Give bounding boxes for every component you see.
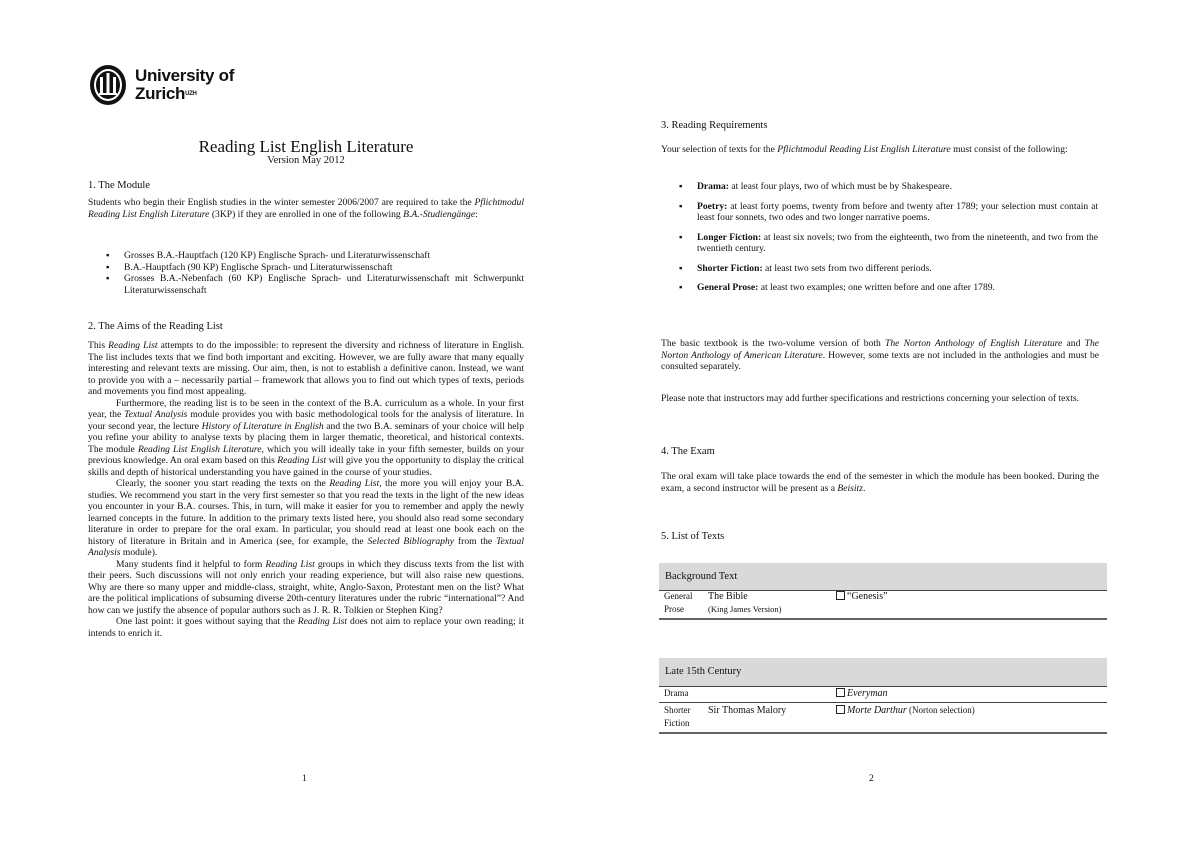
checkbox[interactable] [836,688,845,697]
reading-requirements-list [679,181,1098,294]
university-logo [88,63,234,107]
exam-paragraph: The oral exam will take place towards the end of the semester in which the module has been booked. During the exam, a second instructor will be present as a Beisitz. [661,471,1099,494]
section-5-heading: 5. List of Texts [661,531,725,542]
checkbox[interactable] [836,591,845,600]
table-row: Shorter Fiction Sir Thomas Malory Morte Darthur (Norton selection) [664,705,975,728]
table-row: General Prose The Bible (King James Version) “Genesis” [664,591,888,614]
list-item: ▪ Grosses B.A.-Nebenfach (60 KP) Englische Sprach- und Literaturwissenschaft mit Schwerpunkt Literaturwissenschaft [106,273,524,296]
paragraph: Furthermore, the reading list is to be seen in the context of the B.A. curriculum as a whole. In your first year, the Textual Analysis module provides you with basic methodological tools for the analysis of literature. In your second year, the lecture History of Literature in English and the two B.A. seminars of your choice will help you refine your ability to analyse texts by placing them in larger thematic, theoretical, and historical contexts. The module Reading List English Literature, which you will ideally take in your fifth semester, builds on your previous knowledge. An oral exam based on this Reading List will give you the opportunity to display the critical skills and depth of historical understanding you have gained in the course of your studies. [88,397,525,478]
paragraph: One last point: it goes without saying that the Reading List does not aim to replace your own reading; it intends to enrich it. [88,616,524,639]
logo-line-2: Zurich [135,84,186,103]
studiengaenge-list [106,250,524,296]
logo-wordmark [135,67,234,103]
logo-suffix: UZH [185,91,197,97]
document-title: Reading List English Literature [198,137,414,156]
section-2-heading: 2. The Aims of the Reading List [88,321,223,332]
instructor-note: Please note that instructors may add further specifications and restrictions concerning your selection of texts. [661,393,1080,404]
logo-line-1: University of [135,66,235,85]
list-item: ▪ Longer Fiction: at least six novels; two from the eighteenth, two from the nineteenth, and two from the twentieth century. [679,231,1098,254]
table-divider [659,618,1107,620]
list-item: ▪ Drama: at least four plays, two of which must be by Shakespeare. [679,181,952,192]
paragraph: Clearly, the sooner you start reading the texts on the Reading List, the more you will enjoy your B.A. studies. We recommend you start in the very first semester so that you read the texts in the light of the new ideas you encounter in your B.A. courses. This, in turn, will make it easier for you to remember and apply the newly learned concepts in the future. In addition to the primary texts listed here, you should also read some secondary literature in order to prepare for the oral exam. In particular, you should read at least one book each on the history of literature in Britain and in America (see, for example, the Selected Bibliography from the Textual Analysis module). [88,478,524,558]
list-item: ▪ B.A.-Hauptfach (90 KP) Englische Sprach- und Literaturwissenschaft [106,261,393,273]
section-4-heading: 4. The Exam [661,446,715,457]
page-number: 2 [869,773,874,784]
section-2-body [88,340,524,639]
document-version: Version May 2012 [267,155,345,166]
period-header-background: Background Text [659,563,1107,590]
section-1-paragraph: Students who begin their English studies in the winter semester 2006/2007 are required to take the Pflichtmodul Reading List English Literature (3KP) if they are enrolled in one of the following B.A.-Studiengänge: [88,197,524,220]
section-1-heading: 1. The Module [88,180,150,191]
table-row: Drama Everyman [664,688,888,699]
table-divider [659,732,1107,734]
paragraph: Many students find it helpful to form Reading List groups in which they discuss texts from the list with their peers. Such discussions will not only enrich your reading experience, but will also raise new questions. Why are there so many upper and middle-class, straight, white, Anglo-Saxon, Protestant men on the list? What are the political implications of subsuming diverse 20th-century literatures under the rubric “international”? And how can we justify the absence of popular authors such as J. R. R. Tolkien or Stephen King? [88,558,524,616]
list-item: ▪ Poetry: at least forty poems, twenty from before and twenty after 1789; your selection must contain at least four sonnets, two odes and two longer narrative poems. [679,200,1098,223]
period-header-late-15th-century: Late 15th Century [659,658,1107,686]
list-item: ▪ Grosses B.A.-Hauptfach (120 KP) Englische Sprach- und Literaturwissenschaft [106,250,431,261]
table-divider [659,702,1107,703]
page-number: 1 [302,773,307,784]
university-seal-icon [88,63,128,107]
checkbox[interactable] [836,705,845,714]
section-3-intro: Your selection of texts for the Pflichtmodul Reading List English Literature must consist of the following: [661,144,1068,155]
list-item: ▪ Shorter Fiction: at least two sets from two different periods. [679,262,932,274]
section-3-heading: 3. Reading Requirements [661,120,768,131]
textbook-paragraph: The basic textbook is the two-volume version of both The Norton Anthology of English Literature and The Norton Anthology of American Literature. However, some texts are not included in the anthologies and must be consulted separately. [661,338,1099,372]
paragraph: This Reading List attempts to do the impossible: to represent the diversity and richness of literature in English. The list includes texts that we find both important and exciting. However, we are fully aware that many equally interesting and relevant texts are missing. Our aim, then, is not to establish a definitive canon. Instead, we want to provide you with a – necessarily partial – framework that allows you to find out which types of texts, periods and movements you find most appealing. [88,340,524,397]
list-item: ▪ General Prose: at least two examples; one written before and one after 1789. [679,282,995,293]
